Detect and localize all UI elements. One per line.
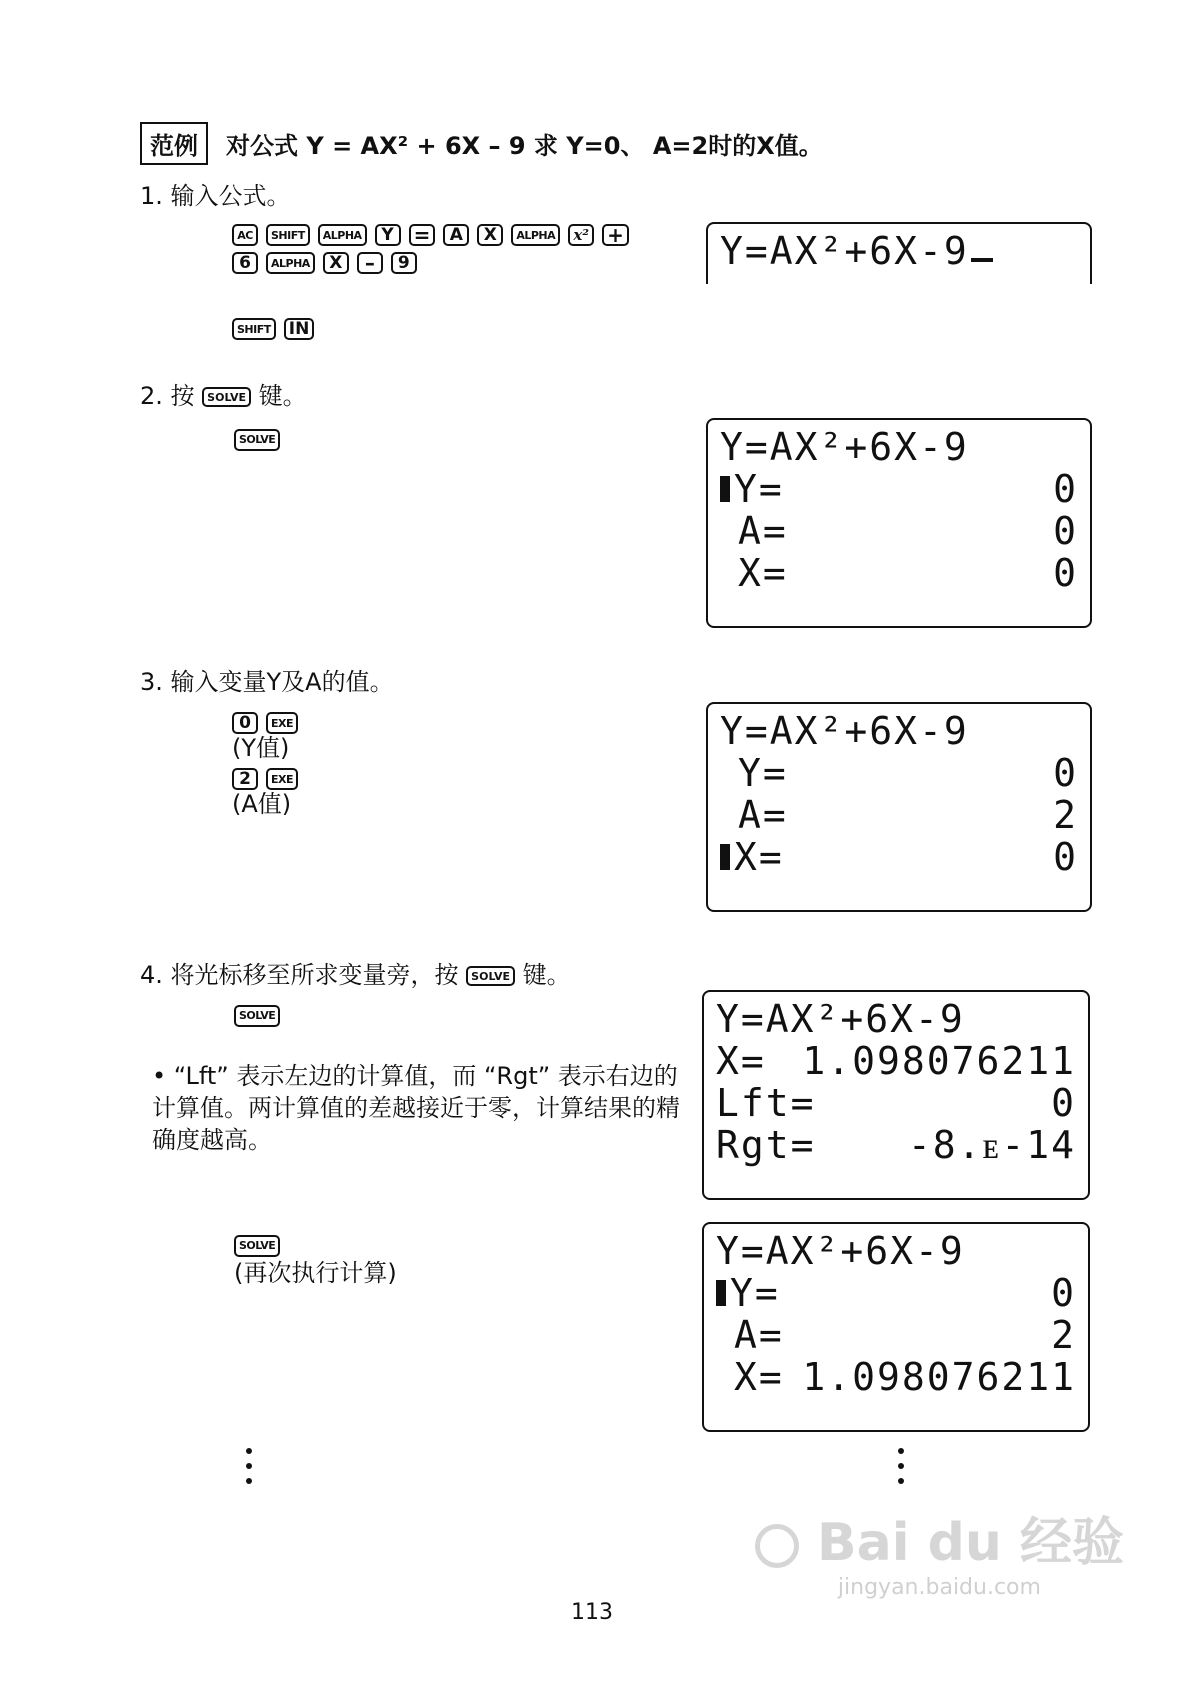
- six-key: 6: [232, 252, 258, 274]
- shift-key: SHIFT: [266, 224, 310, 246]
- x-key: X: [477, 224, 503, 246]
- key-row-1: [232, 224, 629, 246]
- lcd-var-y: Y=: [738, 751, 788, 795]
- lcd-screen-3: [706, 702, 1092, 912]
- equals-key: =: [409, 224, 436, 246]
- lcd-val-a: 2: [1051, 1313, 1076, 1357]
- lcd-var-lft: Lft=: [716, 1081, 816, 1125]
- step-3-keys: [232, 712, 298, 818]
- in-key: IN: [284, 318, 315, 340]
- solve-key: SOLVE: [234, 1005, 280, 1027]
- x-squared-key: x²: [568, 224, 594, 246]
- lft-rgt-note: • “Lft” 表示左边的计算值，而 “Rgt” 表示右边的计算值。两计算值的差越接近于零，计算结果的精确度越高。: [152, 1062, 680, 1154]
- lcd-formula: Y=AX²+6X-9: [716, 1229, 965, 1273]
- continuation-dots-right: [898, 1448, 904, 1484]
- lcd-var-x: X=: [716, 1039, 766, 1083]
- lcd-val-x: 0: [1053, 551, 1078, 595]
- selection-cursor: [716, 1280, 726, 1306]
- lcd-val-a: 2: [1053, 793, 1078, 837]
- selection-cursor: [720, 476, 730, 502]
- lcd-val-y: 0: [1053, 467, 1078, 511]
- lcd-var-rgt: Rgt=: [716, 1123, 816, 1167]
- step-4-keys: [234, 1004, 280, 1027]
- heading-text: 对公式 Y = AX² + 6X – 9 求 Y=0、 A=2时的X值。: [226, 131, 823, 160]
- lcd-screen-4: [702, 990, 1090, 1200]
- lcd-val-lft: 0: [1051, 1081, 1076, 1125]
- lcd-val-x: 0: [1053, 835, 1078, 879]
- ac-key: AC: [232, 224, 258, 246]
- continuation-dots-left: [246, 1448, 252, 1484]
- lcd-formula: Y=AX²+6X-9: [720, 425, 969, 469]
- step-1-title: 1. 输入公式。: [140, 182, 291, 210]
- nine-key: 9: [391, 252, 417, 274]
- lcd-var-x: X=: [738, 551, 788, 595]
- solve-key-inline: SOLVE: [202, 387, 251, 407]
- lcd-var-y: Y=: [734, 467, 784, 511]
- lcd-val-x: 1.098076211: [802, 1355, 1076, 1399]
- paw-icon: [755, 1524, 799, 1568]
- recalc-label: (再次执行计算): [234, 1258, 397, 1287]
- input-cursor: [971, 258, 993, 262]
- watermark-url: jingyan.baidu.com: [837, 1575, 1041, 1600]
- lcd-var-a: A=: [734, 1313, 784, 1357]
- plus-key: +: [602, 224, 629, 246]
- step-2-keys: [234, 428, 280, 451]
- exe-key: EXE: [266, 768, 298, 790]
- lcd-screen-2: [706, 418, 1092, 628]
- baidu-watermark: Bai du 经验 jingyan.baidu.com: [755, 1500, 1124, 1600]
- lcd-val-y: 0: [1051, 1271, 1076, 1315]
- exe-key: EXE: [266, 712, 298, 734]
- step-3-title: 3. 输入变量Y及A的值。: [140, 668, 394, 696]
- selection-cursor: [720, 844, 730, 870]
- solve-key-inline: SOLVE: [466, 966, 515, 986]
- step-4-title: 4. 将光标移至所求变量旁，按 SOLVE 键。: [140, 961, 571, 989]
- lcd-formula: Y=AX²+6X-9: [720, 229, 969, 273]
- page-number: 113: [571, 1600, 613, 1625]
- alpha-key: ALPHA: [266, 252, 315, 274]
- lcd-val-a: 0: [1053, 509, 1078, 553]
- lcd-val-rgt: -8.ᴇ-14: [907, 1123, 1076, 1167]
- step-1-store-keys: [232, 318, 314, 340]
- lcd-var-y: Y=: [730, 1271, 780, 1315]
- solve-key: SOLVE: [234, 1235, 280, 1257]
- shift-key: SHIFT: [232, 318, 276, 340]
- alpha-key: ALPHA: [318, 224, 367, 246]
- a-key: A: [443, 224, 469, 246]
- lcd-val-x: 1.098076211: [802, 1039, 1076, 1083]
- solve-key: SOLVE: [234, 429, 280, 451]
- y-key: Y: [375, 224, 401, 246]
- two-key: 2: [232, 768, 258, 790]
- minus-key: –: [357, 252, 383, 274]
- lcd-screen-1: [706, 222, 1092, 284]
- zero-key: 0: [232, 712, 258, 734]
- lcd-formula: Y=AX²+6X-9: [720, 709, 969, 753]
- y-value-label: (Y值): [232, 734, 290, 762]
- example-heading: [140, 120, 823, 166]
- x-key: X: [323, 252, 349, 274]
- step-5-keys: [234, 1234, 397, 1287]
- lcd-formula: Y=AX²+6X-9: [716, 997, 965, 1041]
- lcd-var-x: X=: [734, 835, 784, 879]
- alpha-key: ALPHA: [511, 224, 560, 246]
- lcd-var-a: A=: [738, 509, 788, 553]
- step-2-title: 2. 按 SOLVE 键。: [140, 382, 307, 410]
- lcd-screen-5: [702, 1222, 1090, 1432]
- lcd-val-y: 0: [1053, 751, 1078, 795]
- lcd-var-x: X=: [734, 1355, 784, 1399]
- lcd-var-a: A=: [738, 793, 788, 837]
- example-tag: 范例: [140, 122, 208, 165]
- key-row-2: [232, 252, 629, 274]
- step-1-keys: [232, 224, 629, 274]
- a-value-label: (A值): [232, 790, 292, 818]
